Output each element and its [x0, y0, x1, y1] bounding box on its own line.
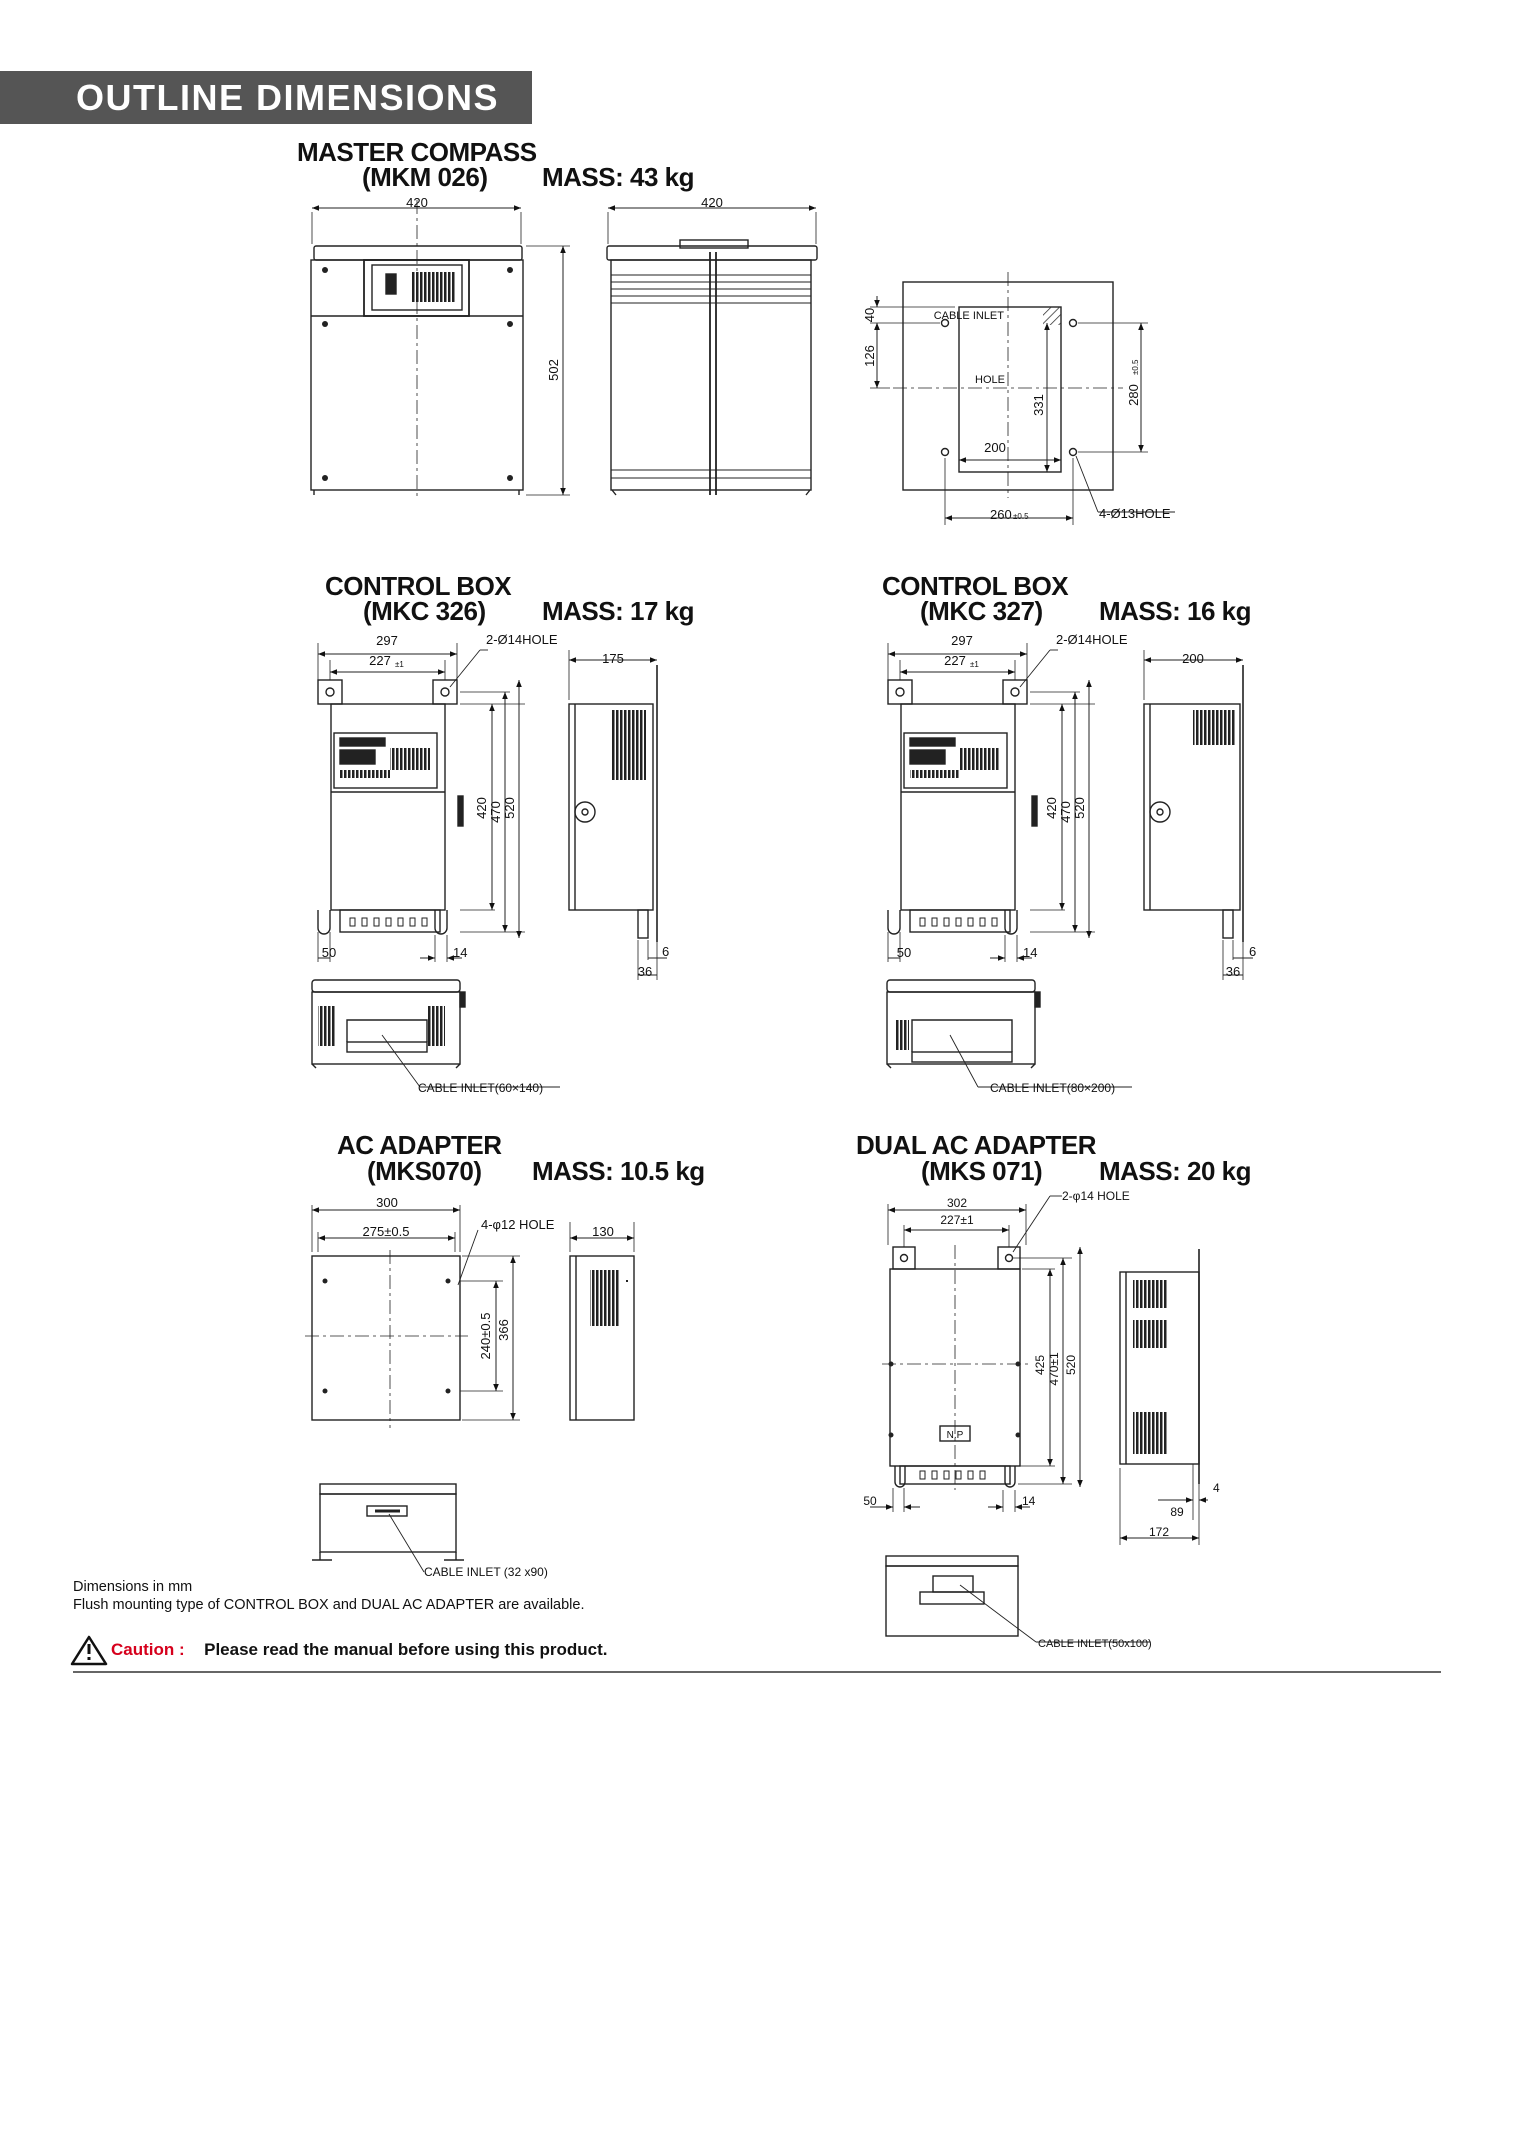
dim-master-260-tol: ±0.5 — [1013, 512, 1029, 521]
dual-ac-adapter-bottom-view — [886, 1556, 1150, 1642]
dim-master-280-tol: ±0.5 — [1131, 359, 1140, 375]
master-compass-side-view — [607, 208, 817, 495]
ac-adapter-side-view — [570, 1222, 634, 1420]
dim-ac-366: 366 — [496, 1319, 511, 1341]
dim-c327-36: 36 — [1225, 964, 1241, 979]
dim-c327-depth: 200 — [1182, 651, 1204, 666]
dim-master-280 — [1126, 359, 1141, 406]
dim-c327-50: 50 — [896, 945, 912, 960]
dim-c326-width: 297 — [376, 633, 398, 648]
dim-master-front-width: 420 — [406, 195, 428, 210]
dual-adapter-mass: MASS: 20 kg — [1099, 1156, 1251, 1186]
dual-adapter-model: (MKS 071) — [921, 1156, 1043, 1186]
dim-c326-420: 420 — [474, 797, 489, 819]
dim-master-side-width: 420 — [701, 195, 723, 210]
dim-c326-36: 36 — [637, 964, 653, 979]
dim-master-260 — [990, 507, 1029, 522]
dim-dual-520: 520 — [1064, 1354, 1078, 1376]
dual-ac-adapter-side-view — [1120, 1249, 1208, 1545]
dim-c327-pitch-tol: ±1 — [970, 660, 979, 669]
control326-model: (MKC 326) — [363, 596, 486, 626]
c327-cable-inlet: CABLE INLET(80×200) — [990, 1081, 1116, 1095]
master-title: MASTER COMPASS — [297, 137, 537, 167]
dim-dual-4: 4 — [1213, 1481, 1220, 1495]
dim-c326-50: 50 — [321, 945, 337, 960]
bottom-divider — [73, 1671, 1441, 1673]
control-box-326-bottom-view — [312, 980, 560, 1087]
control326-mass: MASS: 17 kg — [542, 596, 694, 626]
control-box-327-bottom-view — [887, 980, 1132, 1087]
c327-holes-label: 2-Ø14HOLE — [1056, 632, 1128, 647]
dim-master-height: 502 — [546, 359, 561, 381]
dim-dual-14: 14 — [1022, 1494, 1036, 1508]
dual-np-label: N.P — [946, 1430, 964, 1441]
dim-ac-pitch: 275±0.5 — [362, 1224, 410, 1239]
dim-c326-pitch — [369, 653, 404, 669]
dual-holes-label: 2-φ14 HOLE — [1062, 1189, 1130, 1203]
note-units: Dimensions in mm — [73, 1579, 193, 1595]
master-model: (MKM 026) — [362, 162, 488, 192]
dim-c327-pitch — [944, 653, 979, 669]
footnotes — [73, 1578, 584, 1614]
ac-adapter-mass: MASS: 10.5 kg — [532, 1156, 705, 1186]
control-box-326-side-view — [569, 650, 670, 980]
dim-dual-pitch: 227±1 — [940, 1213, 974, 1227]
note-flush-mount: Flush mounting type of CONTROL BOX and DUAL AC ADAPTER are available. — [73, 1597, 585, 1613]
dim-master-126: 126 — [862, 345, 877, 367]
dim-c327-6: 6 — [1249, 944, 1257, 959]
dim-ac-depth: 130 — [592, 1224, 614, 1239]
master-holes-label: 4-Ø13HOLE — [1099, 506, 1171, 521]
master-hole-label: HOLE — [975, 374, 1005, 386]
dim-c326-470: 470 — [488, 801, 503, 823]
dim-c326-14: 14 — [453, 945, 468, 960]
control327-mass: MASS: 16 kg — [1099, 596, 1251, 626]
control326-title: CONTROL BOX — [325, 571, 512, 601]
c326-holes-label: 2-Ø14HOLE — [486, 632, 558, 647]
dim-c326-pitch-value: 227 — [369, 653, 391, 668]
dim-dual-172: 172 — [1148, 1525, 1170, 1539]
dim-c326-depth: 175 — [602, 651, 624, 666]
dim-ac-width: 300 — [376, 1195, 398, 1210]
dual-cable-inlet: CABLE INLET(50x100) — [1038, 1638, 1152, 1650]
dim-master-40: 40 — [862, 307, 877, 323]
dim-c327-14: 14 — [1023, 945, 1038, 960]
dim-c327-420: 420 — [1044, 797, 1059, 819]
dim-master-200: 200 — [984, 440, 1006, 455]
dim-dual-50: 50 — [863, 1494, 877, 1508]
section-banner: OUTLINE DIMENSIONS — [0, 71, 532, 124]
control-box-327-side-view — [1144, 650, 1253, 980]
control327-model: (MKC 327) — [920, 596, 1043, 626]
dim-c327-width: 297 — [951, 633, 973, 648]
dim-master-280-value: 280 — [1126, 384, 1141, 406]
master-cable-inlet-label: CABLE INLET — [933, 310, 1004, 322]
ac-adapter-title: AC ADAPTER — [337, 1130, 502, 1160]
caution-line — [111, 1640, 608, 1660]
caution-label: Caution : — [111, 1640, 185, 1659]
master-mass: MASS: 43 kg — [542, 162, 694, 192]
dim-master-260-value: 260 — [990, 507, 1012, 522]
dim-ac-240: 240±0.5 — [478, 1312, 493, 1360]
dim-c326-pitch-tol: ±1 — [395, 660, 404, 669]
c326-cable-inlet: CABLE INLET(60×140) — [418, 1081, 544, 1095]
dim-c327-520: 520 — [1072, 797, 1087, 819]
dim-dual-width: 302 — [946, 1196, 968, 1210]
warning-triangle-icon — [72, 1637, 106, 1664]
control327-title: CONTROL BOX — [882, 571, 1069, 601]
dual-adapter-title: DUAL AC ADAPTER — [856, 1130, 1096, 1160]
ac-adapter-bottom-view — [312, 1484, 464, 1572]
master-compass-front-view — [311, 200, 570, 498]
dim-c326-520: 520 — [502, 797, 517, 819]
dim-c327-pitch-value: 227 — [944, 653, 966, 668]
dim-c327-470: 470 — [1058, 801, 1073, 823]
dim-c326-6: 6 — [662, 944, 670, 959]
caution-text: Please read the manual before using this product. — [204, 1640, 608, 1659]
dim-dual-425: 425 — [1033, 1354, 1047, 1376]
dim-master-331: 331 — [1031, 394, 1046, 416]
dim-dual-470: 470±1 — [1047, 1352, 1061, 1386]
ac-holes-label: 4-φ12 HOLE — [481, 1217, 555, 1232]
dim-dual-89: 89 — [1170, 1505, 1184, 1519]
ac-adapter-model: (MKS070) — [367, 1156, 482, 1186]
ac-cable-inlet: CABLE INLET (32 x90) — [424, 1565, 548, 1579]
